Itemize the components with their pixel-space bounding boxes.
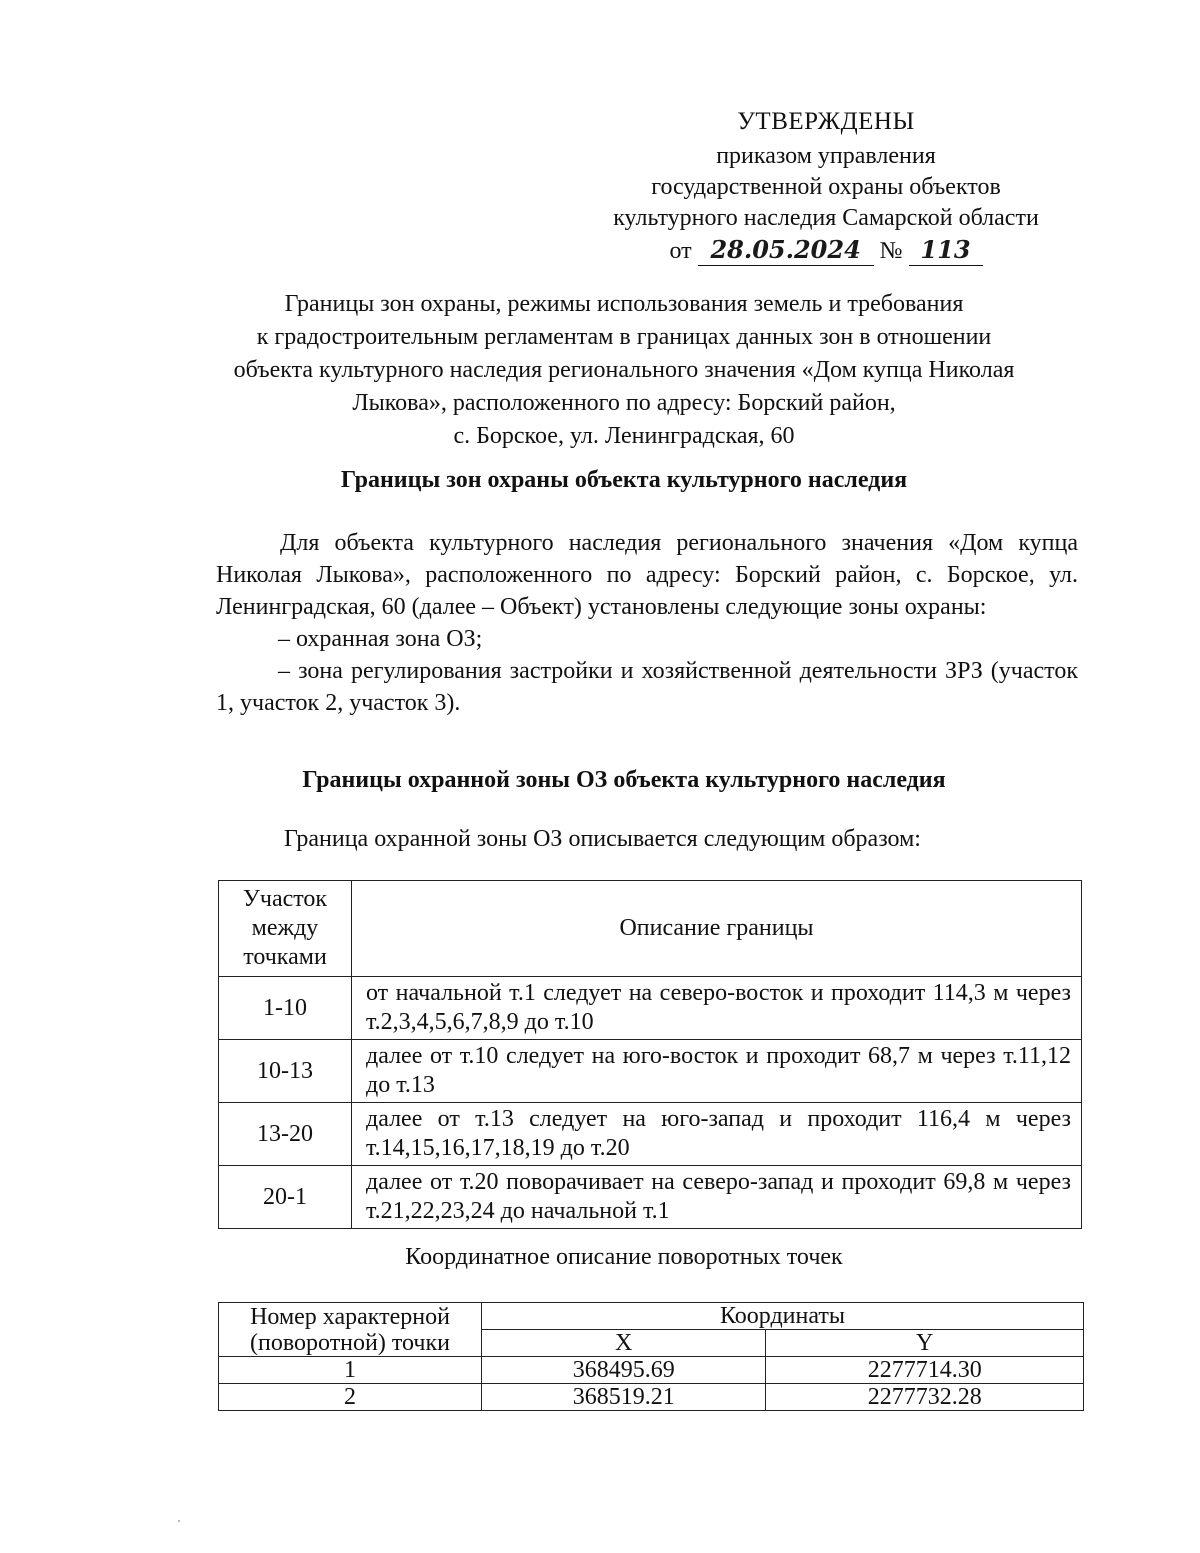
header-point-line2: (поворотной) точки [250,1329,450,1356]
header-segment-line3: точками [243,944,327,970]
approval-block [540,106,1112,266]
zone-list-item-2: – зона регулирования застройки и хозяйственной деятельности ЗРЗ (участок 1, участок 2, участок 3). [216,658,1078,716]
table-header-row [219,1303,1084,1330]
title-line-4: Лыкова», расположенного по адресу: Борский район, [352,390,896,416]
point-cell: 1 [219,1357,482,1384]
approval-line-2: государственной охраны объектов [651,174,1001,200]
section1-paragraph: Для объекта культурного наследия регионального значения «Дом купца Николая Лыкова», расположенного по адресу: Борский район, с. Борское, ул. Ленинградская, 60 (далее – Объект) установлены следующие зоны охраны: [216,530,1078,620]
title-line-3: объекта культурного наследия регионального значения «Дом купца Николая [233,357,1015,383]
table-row [219,977,1082,1040]
approval-line-3: культурного наследия Самарской области [613,205,1039,231]
coords-caption: Координатное описание поворотных точек [405,1244,843,1270]
title-line-2: к градостроительным регламентам в границах данных зон в отношении [256,324,992,350]
title-line-1: Границы зон охраны, режимы использования земель и требования [284,291,964,317]
header-segment-line1: Участок [242,886,328,912]
handwritten-date: 28.05.2024 [698,234,874,266]
zone-list-item-1: – охранная зона ОЗ; [278,626,483,652]
table-row [219,1384,1084,1411]
approval-heading: УТВЕРЖДЕНЫ [737,108,915,135]
point-cell: 2 [219,1384,482,1411]
header-y: Y [766,1330,1084,1357]
header-coordinates: Координаты [482,1303,1084,1330]
table-row [219,1103,1082,1166]
segment-cell: 10-13 [219,1040,352,1103]
header-description: Описание границы [352,881,1082,977]
section1-heading: Границы зон охраны объекта культурного наследия [340,467,908,493]
header-segment [219,881,352,977]
section2-heading: Границы охранной зоны ОЗ объекта культурного наследия [302,767,946,793]
x-cell: 368519.21 [482,1384,766,1411]
header-segment-line2: между [251,915,319,941]
coords-table [218,1302,1084,1411]
y-cell: 2277714.30 [766,1357,1084,1384]
table-header-row [219,881,1082,977]
table-row [219,1040,1082,1103]
date-prefix: от [669,238,692,264]
table-row [219,1357,1084,1384]
table-row [219,1166,1082,1229]
segment-cell: 1-10 [219,977,352,1040]
boundary-table [218,880,1082,1229]
title-line-5: с. Борское, ул. Ленинградская, 60 [453,423,795,449]
scan-speck [178,1520,180,1522]
x-cell: 368495.69 [482,1357,766,1384]
y-cell: 2277732.28 [766,1384,1084,1411]
number-sign: № [879,238,903,264]
document-title [160,288,1088,453]
approval-line-1: приказом управления [716,143,936,169]
segment-cell: 13-20 [219,1103,352,1166]
description-cell: далее от т.20 поворачивает на северо-запад и проходит 69,8 м через т.21,22,23,24 до начальной т.1 [352,1166,1082,1229]
header-point-line1: Номер характерной [250,1303,450,1330]
handwritten-number: 113 [909,234,983,266]
description-cell: далее от т.13 следует на юго-запад и проходит 116,4 м через т.14,15,16,17,18,19 до т.20 [352,1103,1082,1166]
description-cell: далее от т.10 следует на юго-восток и проходит 68,7 м через т.11,12 до т.13 [352,1040,1082,1103]
section1-body [216,527,1078,719]
header-point-number [219,1303,482,1357]
description-cell: от начальной т.1 следует на северо-восток и проходит 114,3 м через т.2,3,4,5,6,7,8,9 до т.10 [352,977,1082,1040]
segment-cell: 20-1 [219,1166,352,1229]
section2-intro: Граница охранной зоны ОЗ описывается следующим образом: [284,826,921,852]
header-x: X [482,1330,766,1357]
approval-dateline [540,234,1112,266]
